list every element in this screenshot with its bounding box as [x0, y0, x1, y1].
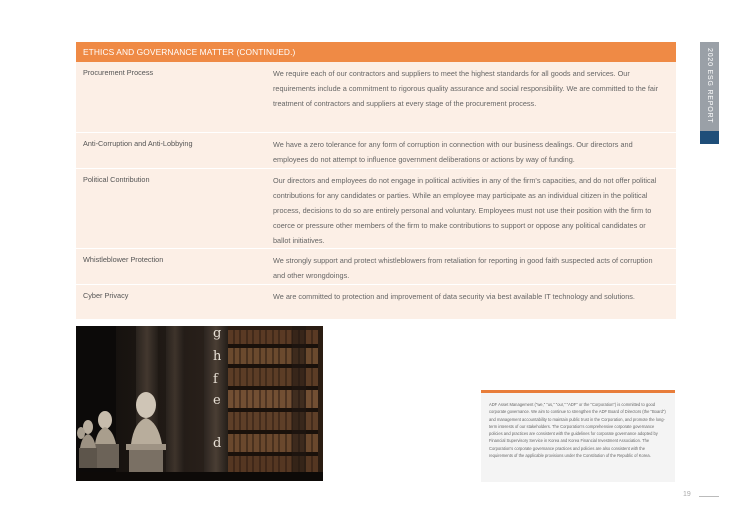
report-title-vertical: 2020 ESG REPORT: [706, 48, 713, 124]
shelf-letter: d: [213, 436, 222, 451]
row-label: Procurement Process: [83, 68, 154, 77]
shelf-letter: h: [213, 349, 222, 364]
page-number: 19: [683, 491, 691, 498]
shelf-letter: f: [213, 372, 218, 387]
row-label: Cyber Privacy: [83, 291, 129, 300]
sidebar-accent-block: [700, 131, 719, 144]
row-description: Our directors and employees do not engage in political activities in any of the firm's capacities, and do not offer political contributions for any candidates or parties. While an employee may participate as an individual citizen in the political process, decisions to do so are entirely personal and voluntary. Employees must not use their position with the firm to coerce or pressure other members of the firm to make contributions to support or oppose any political candidates or ballot initiatives.: [273, 176, 657, 245]
shelf-letter: e: [213, 393, 221, 408]
governance-note-text: ADF Asset Management ("we," "us," "our," "ADF" or the "Corporation") is committed to good corporate governance. We aim to continue to strengthen the ADF Board of Directors (the "Board") and management accountability to maintain public trust in the Corporation, and promote the long-term interests of our stakeholders. The Corporation's comprehensive corporate governance policies and practices are consistent with the guidelines for corporate governance adopted by Financial Supervisory Service in Korea and Korea Financial Investment Association. The Corporation's corporate governance practices and policies are also consistent with the requirements of the applicable provisions under the Constitution of the Republic of Korea.: [489, 402, 666, 459]
table-row: [76, 169, 676, 249]
row-label: Anti-Corruption and Anti-Lobbying: [83, 139, 193, 148]
row-label: Whistleblower Protection: [83, 255, 164, 264]
row-description: We require each of our contractors and suppliers to meet the highest standards for all goods and services. Our requirements include a commitment to rigorous quality assurance and social responsibility. We are committed to the fair treatment of contractors and suppliers at every stage of the procurement process.: [273, 69, 659, 108]
table-header: ETHICS AND GOVERNANCE MATTER (CONTINUED.): [76, 42, 676, 62]
governance-note-box: [481, 390, 675, 482]
ethics-governance-table: [76, 42, 676, 319]
row-description: We have a zero tolerance for any form of corruption in connection with our business dealings. Our directors and employees do not attempt to influence government deliberations or actions by way of funding.: [273, 140, 633, 164]
table-row: [76, 62, 676, 133]
row-label: Political Contribution: [83, 175, 150, 184]
row-description: We strongly support and protect whistleblowers from retaliation for reporting in good faith suspected acts of corruption and other wrongdoings.: [273, 256, 653, 280]
row-description: We are committed to protection and improvement of data security via best available IT technology and solutions.: [273, 292, 635, 301]
library-photo: [76, 326, 323, 481]
report-sidebar-tab: [700, 42, 719, 144]
table-row: [76, 249, 676, 285]
table-row: [76, 285, 676, 319]
page-number-rule: [699, 496, 719, 497]
table-row: [76, 133, 676, 169]
shelf-letter: g: [213, 326, 222, 341]
